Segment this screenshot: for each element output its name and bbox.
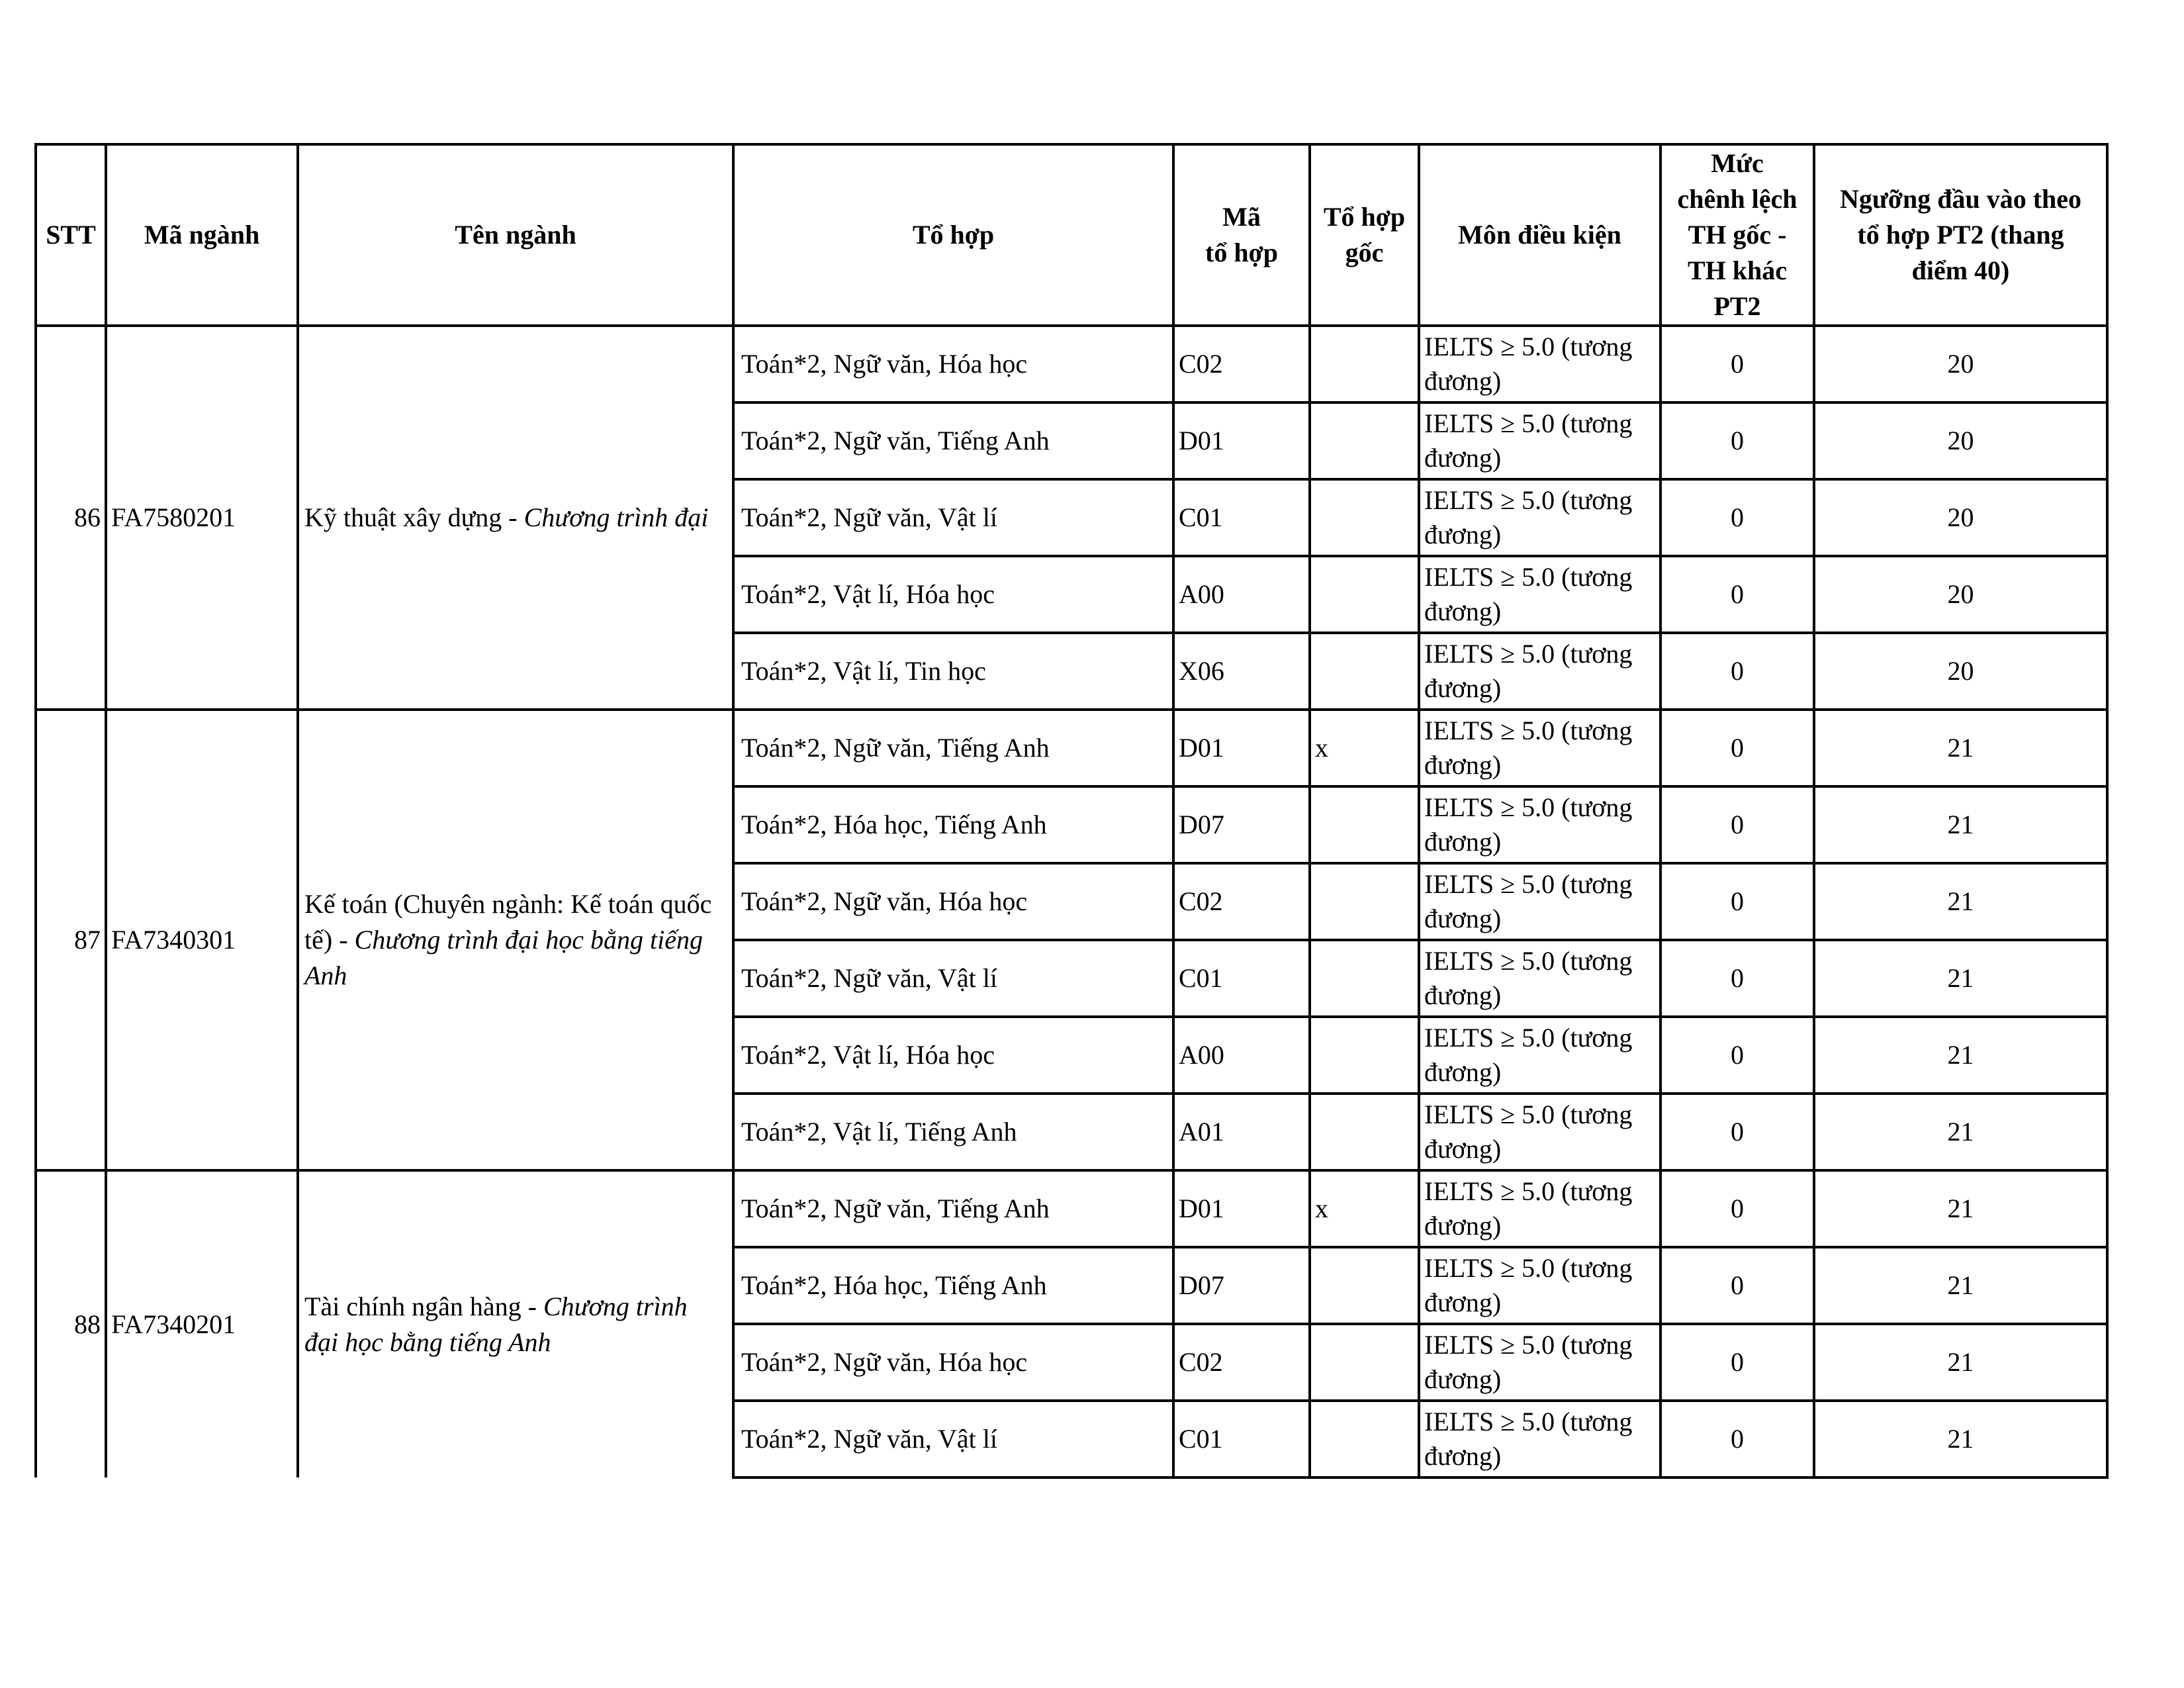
- ma-to-hop-cell: D07: [1173, 1247, 1310, 1324]
- stt-cell: 86: [36, 326, 106, 710]
- chenh-lech-cell: 0: [1661, 786, 1814, 863]
- ma-to-hop-cell: X06: [1173, 633, 1310, 710]
- to-hop-cell: Toán*2, Vật lí, Tin học: [733, 633, 1173, 710]
- to-hop-goc-cell: [1310, 402, 1419, 479]
- nguong-cell: 21: [1814, 1247, 2107, 1324]
- ma-nganh-cell: FA7340201: [106, 1170, 298, 1477]
- mon-dieu-kien-cell: IELTS ≥ 5.0 (tương đương): [1419, 479, 1661, 556]
- to-hop-goc-cell: [1310, 1247, 1419, 1324]
- to-hop-cell: Toán*2, Vật lí, Tiếng Anh: [733, 1094, 1173, 1170]
- nguong-cell: 21: [1814, 786, 2107, 863]
- ma-to-hop-cell: A01: [1173, 1094, 1310, 1170]
- header-ma-nganh: Mã ngành: [106, 144, 298, 326]
- nguong-cell: 21: [1814, 1170, 2107, 1247]
- to-hop-goc-cell: [1310, 479, 1419, 556]
- to-hop-goc-cell: [1310, 940, 1419, 1017]
- to-hop-cell: Toán*2, Vật lí, Hóa học: [733, 1017, 1173, 1094]
- ten-nganh-text: Tài chính ngân hàng -: [304, 1291, 543, 1321]
- ma-to-hop-cell: A00: [1173, 1017, 1310, 1094]
- ma-to-hop-cell: C02: [1173, 326, 1310, 402]
- to-hop-cell: Toán*2, Hóa học, Tiếng Anh: [733, 1247, 1173, 1324]
- chenh-lech-cell: 0: [1661, 556, 1814, 633]
- chenh-lech-cell: 0: [1661, 402, 1814, 479]
- to-hop-goc-cell: [1310, 1094, 1419, 1170]
- nguong-cell: 21: [1814, 1324, 2107, 1401]
- to-hop-goc-cell: [1310, 556, 1419, 633]
- chenh-lech-cell: 0: [1661, 1324, 1814, 1401]
- mon-dieu-kien-cell: IELTS ≥ 5.0 (tương đương): [1419, 786, 1661, 863]
- to-hop-goc-cell: [1310, 1017, 1419, 1094]
- to-hop-goc-cell: [1310, 1401, 1419, 1477]
- mon-dieu-kien-cell: IELTS ≥ 5.0 (tương đương): [1419, 1094, 1661, 1170]
- table-body: [36, 326, 2107, 1477]
- to-hop-cell: Toán*2, Vật lí, Hóa học: [733, 556, 1173, 633]
- to-hop-cell: Toán*2, Ngữ văn, Tiếng Anh: [733, 710, 1173, 786]
- header-to-hop-goc: Tổ hợp gốc: [1310, 144, 1419, 326]
- to-hop-goc-cell: [1310, 633, 1419, 710]
- to-hop-cell: Toán*2, Ngữ văn, Vật lí: [733, 479, 1173, 556]
- nguong-cell: 21: [1814, 1094, 2107, 1170]
- mon-dieu-kien-cell: IELTS ≥ 5.0 (tương đương): [1419, 1247, 1661, 1324]
- ma-to-hop-cell: D07: [1173, 786, 1310, 863]
- chenh-lech-cell: 0: [1661, 940, 1814, 1017]
- ten-nganh-cell: [298, 1170, 733, 1477]
- nguong-cell: 20: [1814, 402, 2107, 479]
- to-hop-cell: Toán*2, Ngữ văn, Hóa học: [733, 863, 1173, 940]
- to-hop-cell: Toán*2, Ngữ văn, Tiếng Anh: [733, 402, 1173, 479]
- header-to-hop: Tổ hợp: [733, 144, 1173, 326]
- nguong-cell: 21: [1814, 1017, 2107, 1094]
- to-hop-cell: Toán*2, Hóa học, Tiếng Anh: [733, 786, 1173, 863]
- nguong-cell: 21: [1814, 1401, 2107, 1477]
- mon-dieu-kien-cell: IELTS ≥ 5.0 (tương đương): [1419, 710, 1661, 786]
- nguong-cell: 20: [1814, 633, 2107, 710]
- ma-to-hop-cell: A00: [1173, 556, 1310, 633]
- ma-nganh-cell: FA7580201: [106, 326, 298, 710]
- admission-table-page: [34, 143, 2106, 1479]
- header-mon-dieu-kien: Môn điều kiện: [1419, 144, 1661, 326]
- nguong-cell: 20: [1814, 556, 2107, 633]
- nguong-cell: 21: [1814, 940, 2107, 1017]
- to-hop-goc-cell: x: [1310, 1170, 1419, 1247]
- header-ma-to-hop: Mã tổ hợp: [1173, 144, 1310, 326]
- to-hop-goc-cell: [1310, 786, 1419, 863]
- to-hop-cell: Toán*2, Ngữ văn, Vật lí: [733, 940, 1173, 1017]
- ma-to-hop-cell: D01: [1173, 402, 1310, 479]
- ma-to-hop-cell: C01: [1173, 1401, 1310, 1477]
- stt-cell: 87: [36, 710, 106, 1170]
- ten-nganh-program: Chương trình đại học bằng tiếng Anh: [304, 925, 703, 990]
- mon-dieu-kien-cell: IELTS ≥ 5.0 (tương đương): [1419, 1401, 1661, 1477]
- mon-dieu-kien-cell: IELTS ≥ 5.0 (tương đương): [1419, 402, 1661, 479]
- table-row: [36, 710, 2107, 786]
- mon-dieu-kien-cell: IELTS ≥ 5.0 (tương đương): [1419, 556, 1661, 633]
- to-hop-cell: Toán*2, Ngữ văn, Hóa học: [733, 1324, 1173, 1401]
- chenh-lech-cell: 0: [1661, 710, 1814, 786]
- header-nguong: Ngưỡng đầu vào theo tổ hợp PT2 (thang điểm 40): [1814, 144, 2107, 326]
- chenh-lech-cell: 0: [1661, 1094, 1814, 1170]
- nguong-cell: 21: [1814, 710, 2107, 786]
- mon-dieu-kien-cell: IELTS ≥ 5.0 (tương đương): [1419, 1017, 1661, 1094]
- ma-nganh-cell: FA7340301: [106, 710, 298, 1170]
- ma-to-hop-cell: D01: [1173, 710, 1310, 786]
- ten-nganh-cell: [298, 326, 733, 710]
- ma-to-hop-cell: D01: [1173, 1170, 1310, 1247]
- to-hop-cell: Toán*2, Ngữ văn, Vật lí: [733, 1401, 1173, 1477]
- table-row: [36, 1170, 2107, 1247]
- chenh-lech-cell: 0: [1661, 1247, 1814, 1324]
- mon-dieu-kien-cell: IELTS ≥ 5.0 (tương đương): [1419, 1324, 1661, 1401]
- mon-dieu-kien-cell: IELTS ≥ 5.0 (tương đương): [1419, 326, 1661, 402]
- to-hop-goc-cell: x: [1310, 710, 1419, 786]
- stt-cell: 88: [36, 1170, 106, 1477]
- nguong-cell: 21: [1814, 863, 2107, 940]
- header-row: [36, 144, 2107, 326]
- chenh-lech-cell: 0: [1661, 633, 1814, 710]
- nguong-cell: 20: [1814, 326, 2107, 402]
- ma-to-hop-cell: C01: [1173, 940, 1310, 1017]
- ten-nganh-text: Kỹ thuật xây dựng -: [304, 502, 524, 532]
- mon-dieu-kien-cell: IELTS ≥ 5.0 (tương đương): [1419, 633, 1661, 710]
- header-muc-chenh-lech: Mức chênh lệch TH gốc - TH khác PT2: [1661, 144, 1814, 326]
- chenh-lech-cell: 0: [1661, 326, 1814, 402]
- chenh-lech-cell: 0: [1661, 479, 1814, 556]
- to-hop-goc-cell: [1310, 1324, 1419, 1401]
- ten-nganh-text: Kế toán (Chuyên ngành: Kế toán quốc tế) -: [304, 889, 712, 955]
- nguong-cell: 20: [1814, 479, 2107, 556]
- to-hop-cell: Toán*2, Ngữ văn, Tiếng Anh: [733, 1170, 1173, 1247]
- to-hop-goc-cell: [1310, 863, 1419, 940]
- to-hop-goc-cell: [1310, 326, 1419, 402]
- ten-nganh-program: Chương trình đại học bằng tiếng Anh: [304, 1291, 688, 1357]
- ma-to-hop-cell: C01: [1173, 479, 1310, 556]
- mon-dieu-kien-cell: IELTS ≥ 5.0 (tương đương): [1419, 1170, 1661, 1247]
- admission-table: [34, 143, 2109, 1479]
- header-stt: STT: [36, 144, 106, 326]
- ten-nganh-program: Chương trình đại: [523, 502, 709, 532]
- ten-nganh-cell: [298, 710, 733, 1170]
- header-ten-nganh: Tên ngành: [298, 144, 733, 326]
- mon-dieu-kien-cell: IELTS ≥ 5.0 (tương đương): [1419, 863, 1661, 940]
- table-row: [36, 326, 2107, 402]
- ma-to-hop-cell: C02: [1173, 863, 1310, 940]
- chenh-lech-cell: 0: [1661, 1401, 1814, 1477]
- chenh-lech-cell: 0: [1661, 1017, 1814, 1094]
- ma-to-hop-cell: C02: [1173, 1324, 1310, 1401]
- chenh-lech-cell: 0: [1661, 1170, 1814, 1247]
- mon-dieu-kien-cell: IELTS ≥ 5.0 (tương đương): [1419, 940, 1661, 1017]
- to-hop-cell: Toán*2, Ngữ văn, Hóa học: [733, 326, 1173, 402]
- chenh-lech-cell: 0: [1661, 863, 1814, 940]
